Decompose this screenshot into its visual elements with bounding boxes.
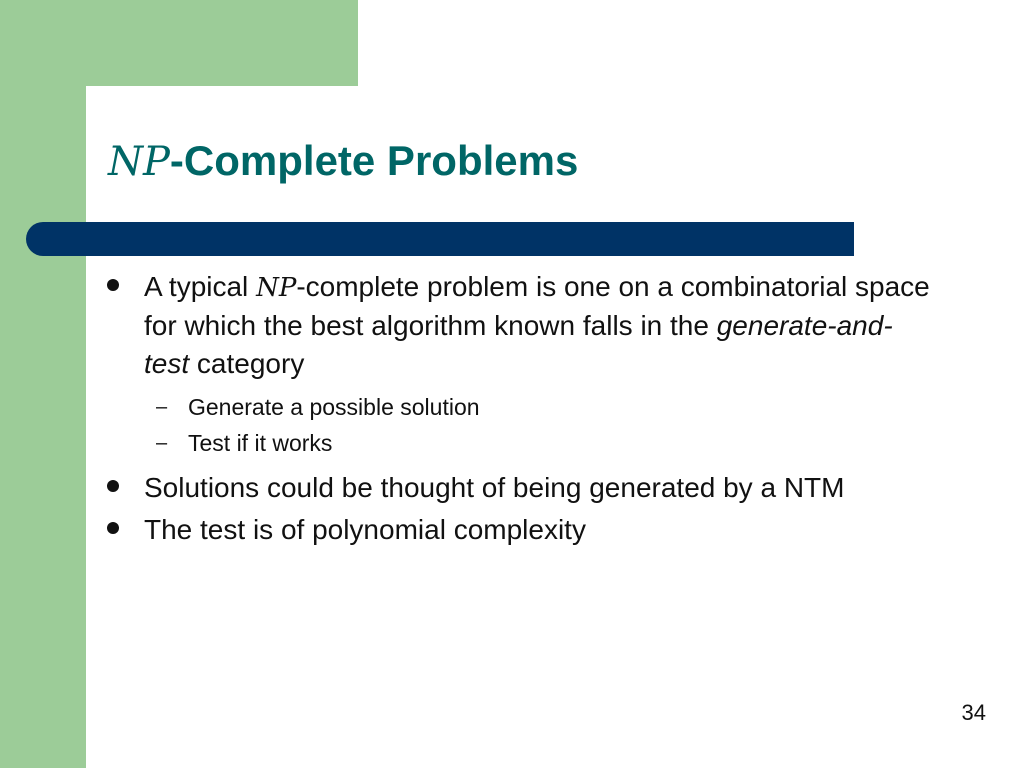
bullet-dot-icon <box>107 480 119 492</box>
bullet-1-prefix: A typical <box>144 271 257 302</box>
title-underline-bar <box>26 222 854 256</box>
bullet-1-middle: -complete problem is one on a combinatorial space for which the best algorithm known falls in the <box>144 271 930 341</box>
bullet-item-1 <box>104 268 934 461</box>
dash-icon: – <box>156 396 168 418</box>
bullet-dot-icon <box>107 279 119 291</box>
bullet-list <box>104 268 934 553</box>
bullet-item-2 <box>104 469 934 507</box>
sub-bullet-list <box>144 389 934 461</box>
bullet-2-text: Solutions could be thought of being generated by a NTM <box>144 472 845 503</box>
sub-bullet-text: Test if it works <box>188 430 333 456</box>
page-number: 34 <box>961 700 986 725</box>
bullet-1-emphasis: generate-and-test <box>144 310 893 379</box>
rounded-corner <box>86 86 146 146</box>
dash-icon: – <box>156 432 168 454</box>
bullet-3-text: The test is of polynomial complexity <box>144 514 586 545</box>
bullet-item-3 <box>104 511 934 549</box>
green-side-panel <box>0 0 86 768</box>
bullet-1-suffix: category <box>189 348 305 379</box>
sub-bullet-item-1 <box>144 389 934 425</box>
slide-title <box>108 138 578 184</box>
bullet-dot-icon <box>107 522 119 534</box>
sub-bullet-item-2 <box>144 425 934 461</box>
title-np-symbol: NP <box>108 139 170 185</box>
green-top-panel <box>0 0 358 86</box>
bullet-1-np-symbol: NP <box>256 273 297 303</box>
sub-bullet-text: Generate a possible solution <box>188 394 480 420</box>
title-text: -Complete Problems <box>169 137 579 184</box>
